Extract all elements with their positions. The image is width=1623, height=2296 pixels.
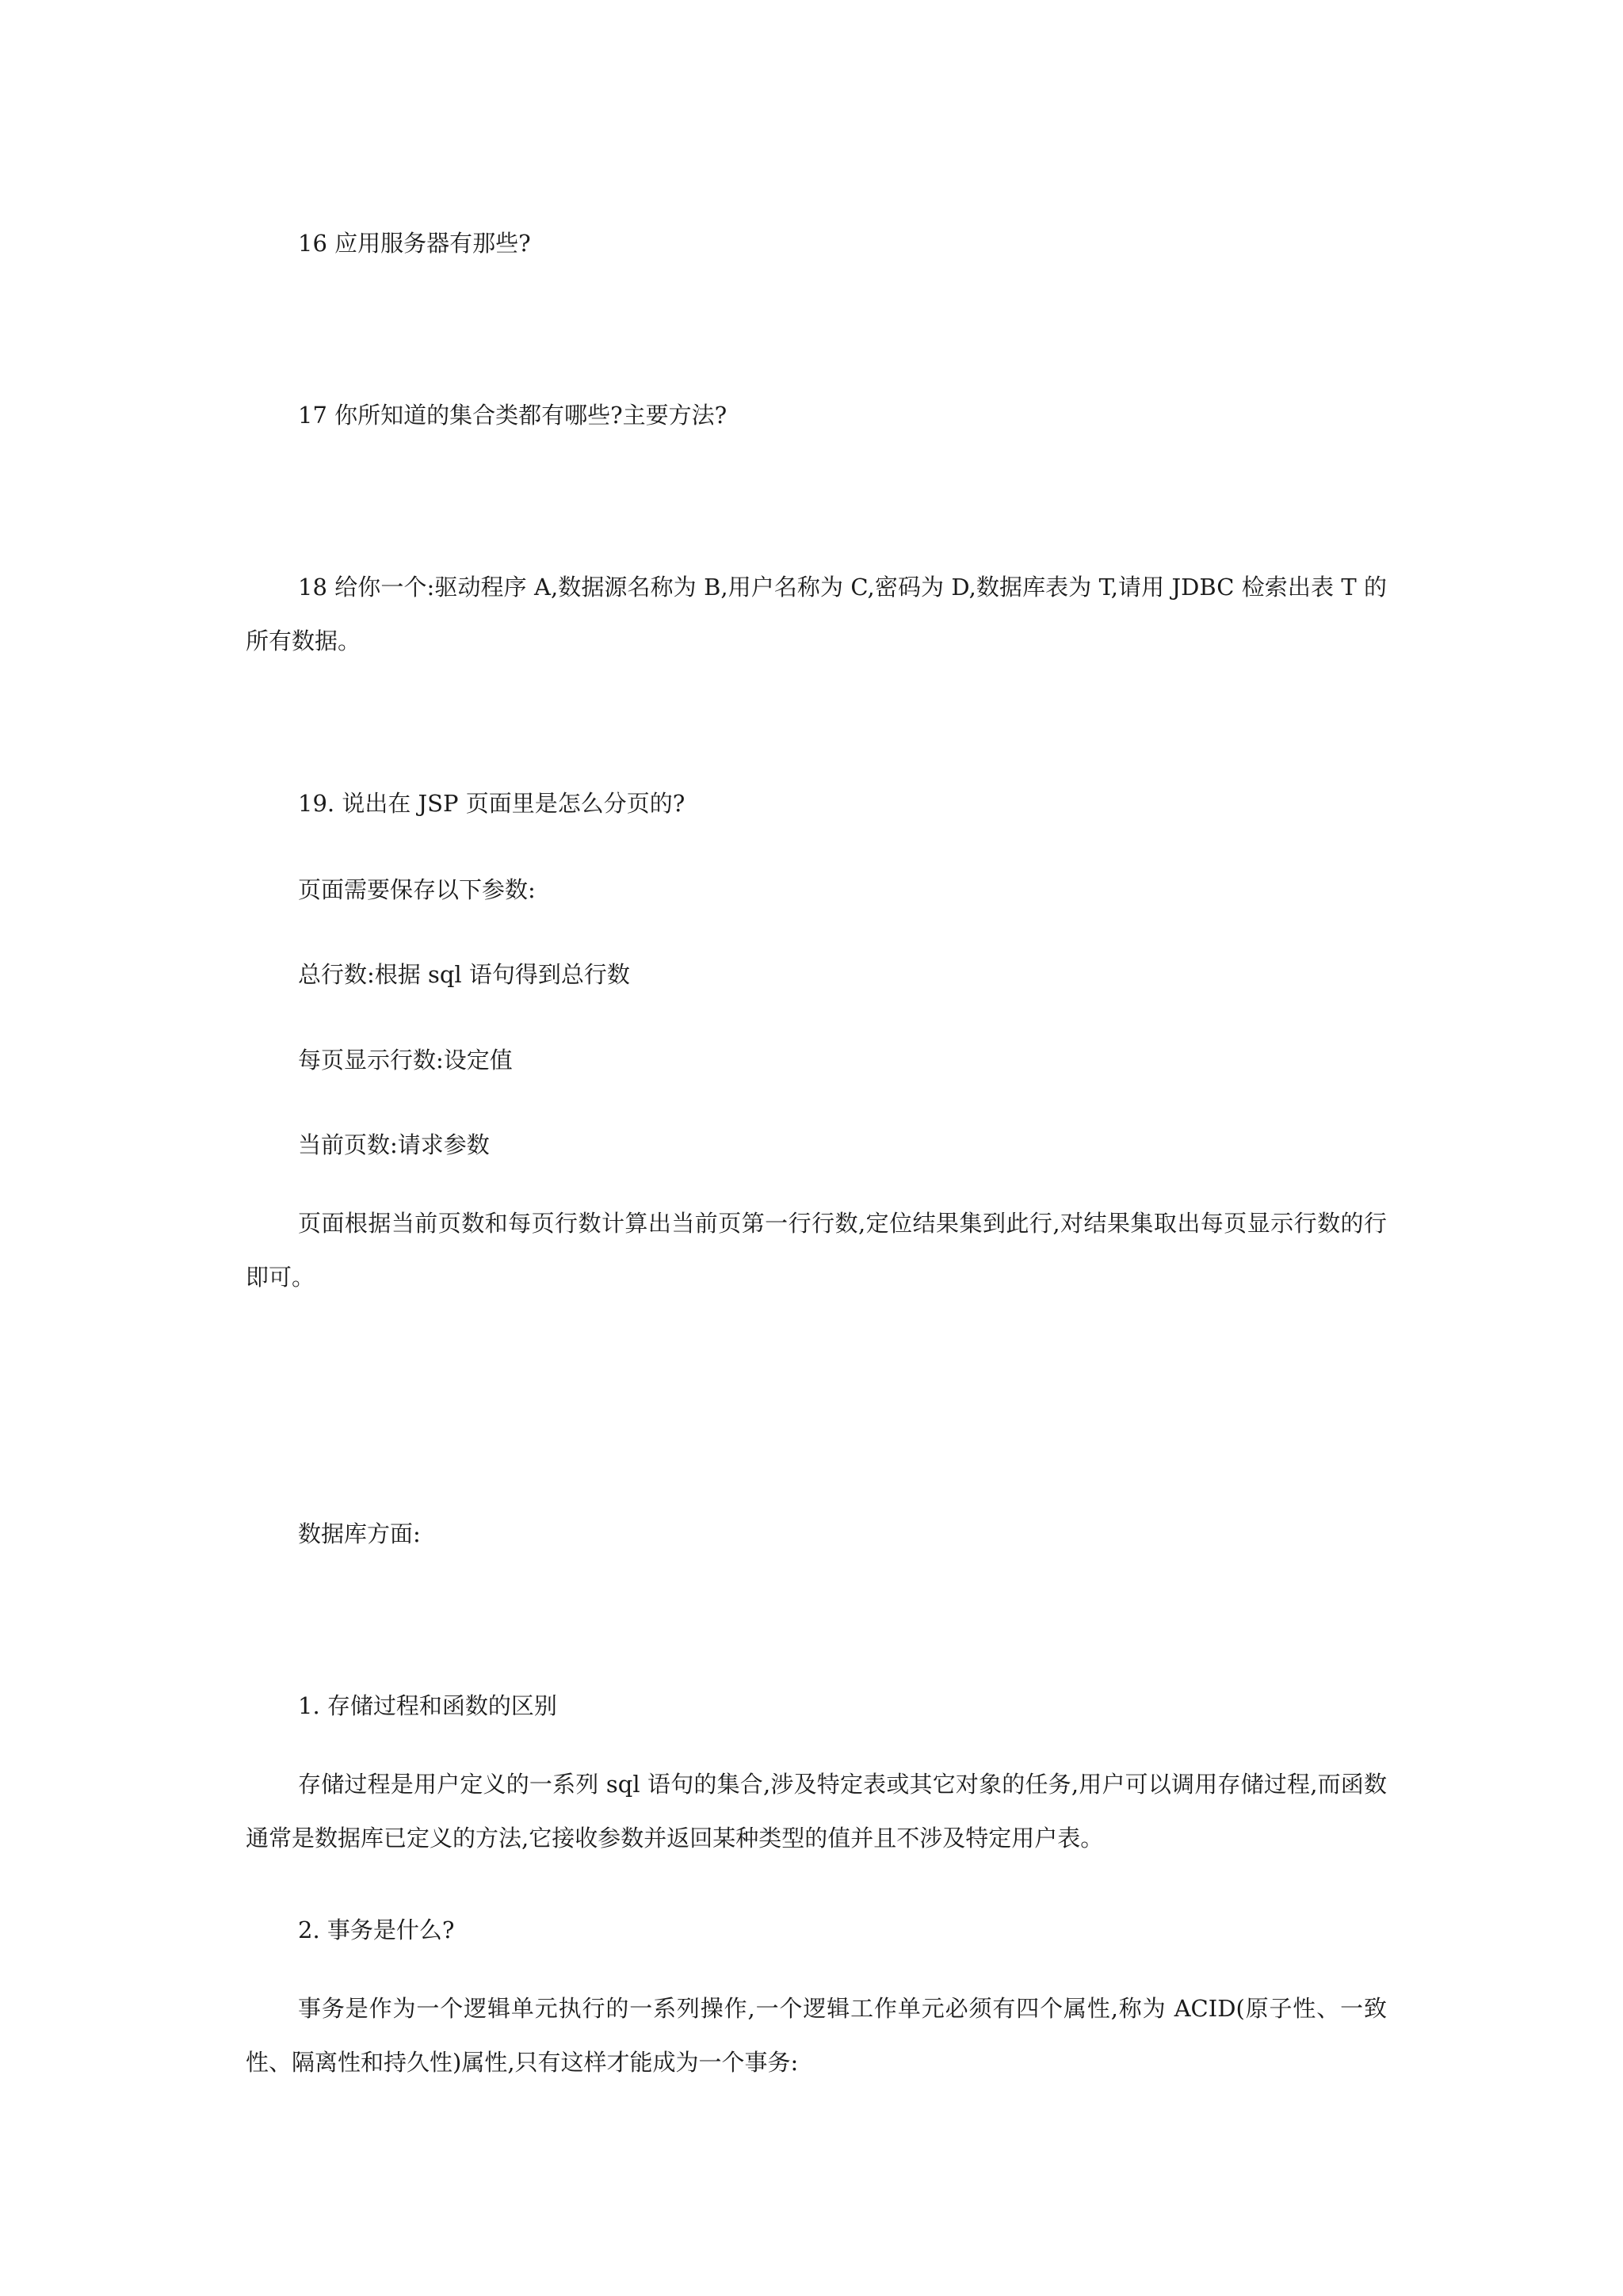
question-16: 16 应用服务器有那些?: [298, 230, 531, 257]
question-19-total-rows: 总行数:根据 sql 语句得到总行数: [298, 961, 630, 988]
question-19: 19. 说出在 JSP 页面里是怎么分页的?: [298, 790, 685, 817]
question-19-rows-per-page: 每页显示行数:设定值: [298, 1047, 513, 1074]
db-answer-2: 事务是作为一个逻辑单元执行的一系列操作,一个逻辑工作单元必须有四个属性,称为 ACID(原子性、一致性、隔离性和持久性)属性,只有这样才能成为一个事务:: [246, 1995, 1387, 2076]
question-19-current-page: 当前页数:请求参数: [298, 1131, 490, 1158]
db-question-2: 2. 事务是什么?: [298, 1917, 455, 1943]
question-19-answer: 页面根据当前页数和每页行数计算出当前页第一行行数,定位结果集到此行,对结果集取出每页显示行数的行即可。: [246, 1210, 1387, 1291]
question-17: 17 你所知道的集合类都有哪些?主要方法?: [298, 402, 727, 429]
database-section-title: 数据库方面:: [298, 1520, 421, 1547]
question-19-params-intro: 页面需要保存以下参数:: [298, 876, 536, 903]
db-question-1: 1. 存储过程和函数的区别: [298, 1692, 557, 1719]
db-answer-1: 存储过程是用户定义的一系列 sql 语句的集合,涉及特定表或其它对象的任务,用户可以调用存储过程,而函数通常是数据库已定义的方法,它接收参数并返回某种类型的值并且不涉及特定用户表。: [246, 1771, 1387, 1852]
question-18: 18 给你一个:驱动程序 A,数据源名称为 B,用户名称为 C,密码为 D,数据库表为 T,请用 JDBC 检索出表 T 的所有数据。: [246, 574, 1387, 654]
